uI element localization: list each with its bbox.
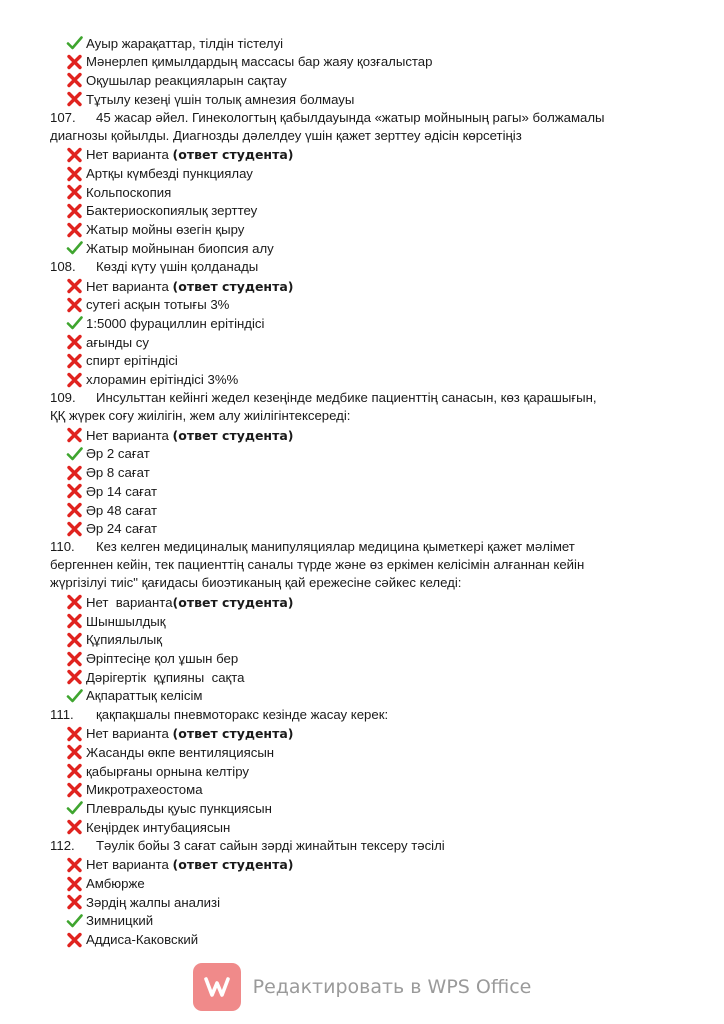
answer-text: Әр 14 сағат <box>86 483 158 499</box>
answer-option <box>66 930 198 950</box>
cross-icon <box>66 465 83 481</box>
answer-option <box>66 370 238 390</box>
answer-text: Нет варианта <box>86 278 173 294</box>
check-icon <box>66 240 83 256</box>
check-icon <box>66 688 83 704</box>
answer-option <box>66 164 253 184</box>
question-number: 111. <box>50 706 74 722</box>
answer-option <box>66 500 157 520</box>
answer-text: Жасанды өкпе вентиляциясын <box>86 744 275 760</box>
wps-edit-banner[interactable] <box>0 950 724 1024</box>
answer-option <box>66 798 272 818</box>
answer-option <box>66 649 238 669</box>
answer-option <box>66 444 150 464</box>
answer-option <box>66 89 354 109</box>
answer-text: Оқушылар реакцияларын сақтау <box>86 72 287 88</box>
answer-text: Нет варианта <box>86 594 173 610</box>
question-text: ҚҚ жүрек соғу жиілігін, жем алу жиілігінтексереді: <box>50 408 351 424</box>
answer-text: Тұтылу кезеңі үшін толық амнезия болмауы <box>86 91 355 107</box>
answer-text: Жатыр мойнынан биопсия алу <box>86 240 274 256</box>
check-icon <box>66 913 83 929</box>
cross-icon <box>66 483 83 499</box>
cross-icon <box>66 427 83 443</box>
question-text: Көзді күту үшін қолданады <box>96 259 259 274</box>
question-text: жүргізілуі тиіс" қағидасы биоэтиканың қай ережесіне сәйкес келеді: <box>50 575 462 591</box>
answer-option <box>66 780 203 800</box>
answer-option <box>66 481 157 501</box>
answer-text: Аддиса-Каковский <box>86 932 199 948</box>
student-answer-note: (ответ студента) <box>172 427 294 443</box>
wps-edit-label: Редактировать в WPS Office <box>252 976 532 998</box>
student-answer-note: (ответ студента) <box>172 147 294 163</box>
cross-icon <box>66 147 83 163</box>
answer-option <box>66 611 166 631</box>
question-number: 110. <box>50 539 75 555</box>
cross-icon <box>66 782 83 798</box>
answer-text: Кольпоскопия <box>86 184 172 200</box>
wps-logo-icon <box>193 963 241 1011</box>
answer-text: Амбюрже <box>86 876 145 891</box>
cross-icon <box>66 876 83 892</box>
question-text: Инсульттан кейінгі жедел кезеңінде медбике пациенттің санасын, көз қарашығын, <box>96 390 597 406</box>
question <box>50 837 670 855</box>
cross-icon <box>66 353 83 369</box>
answer-text: Шыншылдық <box>86 613 166 629</box>
answer-option <box>66 425 293 445</box>
answer-text: спирт ерітіндісі <box>86 353 178 369</box>
answer-option <box>66 892 220 912</box>
answer-text: Әр 8 сағат <box>86 465 150 481</box>
answer-text: 1:5000 фурациллин ерітіндісі <box>86 315 265 331</box>
cross-icon <box>66 632 83 648</box>
answer-text: Жатыр мойны өзегін қыру <box>86 222 245 238</box>
cross-icon <box>66 278 83 294</box>
question-number: 108. <box>50 259 76 274</box>
answer-text: Дәрігертік құпияны сақта <box>86 669 245 685</box>
answer-text: Ақпараттық келісім <box>86 688 203 704</box>
answer-text: Микротрахеостома <box>86 782 203 798</box>
answer-option <box>66 145 293 165</box>
cross-icon <box>66 594 83 610</box>
question-number: 107. <box>50 109 76 125</box>
cross-icon <box>66 819 83 835</box>
question <box>50 538 670 592</box>
answer-option <box>66 276 293 296</box>
answer-text: Әр 48 сағат <box>86 502 158 518</box>
answer-text: Мәнерлеп қимылдардың массасы бар жаяу қозғалыстар <box>86 54 433 70</box>
answer-option <box>66 33 283 53</box>
cross-icon <box>66 502 83 518</box>
question-text: Тәулік бойы 3 сағат сайын зәрді жинайтын тексеру тәсілі <box>96 837 445 853</box>
answer-option <box>66 313 264 333</box>
answer-option <box>66 332 149 352</box>
answer-text: Ауыр жарақаттар, тілдін тістелуі <box>86 35 284 51</box>
question-number: 109. <box>50 390 76 406</box>
cross-icon <box>66 894 83 910</box>
answer-text: Нет варианта <box>86 726 173 742</box>
answer-option <box>66 519 157 539</box>
question <box>50 109 670 145</box>
question-text: 45 жасар әйел. Гинекологтың қабылдауында «жатыр мойнының рагы» болжамалы <box>96 109 605 125</box>
question-text: қақпақшалы пневмоторакс кезінде жасау керек: <box>96 706 389 722</box>
answer-option <box>66 52 432 72</box>
check-icon <box>66 446 83 462</box>
question-text: бергеннен кейін, тек пациенттің саналы түрде және өз еркімен келісімін алғаннан кейін <box>50 557 585 573</box>
answer-text: Нет варианта <box>86 427 173 443</box>
cross-icon <box>66 203 83 219</box>
check-icon <box>66 800 83 816</box>
answer-option <box>66 911 153 931</box>
cross-icon <box>66 372 83 388</box>
answer-option <box>66 742 274 762</box>
answer-option <box>66 817 230 837</box>
answer-text: Бактериоскопиялық зерттеу <box>86 203 258 219</box>
answer-text: Әр 2 сағат <box>86 446 150 462</box>
answer-option <box>66 761 249 781</box>
answer-option <box>66 463 150 483</box>
answer-option <box>66 70 287 90</box>
answer-text: Құпиялылық <box>86 632 163 648</box>
answer-option <box>66 220 244 240</box>
question <box>50 706 670 724</box>
student-answer-note: (ответ студента) <box>172 278 294 294</box>
answer-text: ағынды су <box>86 334 149 350</box>
student-answer-note: (ответ студента) <box>172 726 294 742</box>
cross-icon <box>66 744 83 760</box>
cross-icon <box>66 669 83 685</box>
question-number: 112. <box>50 837 75 853</box>
answer-text: Нет варианта <box>86 857 173 873</box>
answer-text: хлорамин ерітіндісі 3%% <box>86 372 239 387</box>
answer-option <box>66 295 229 315</box>
question-text: диагнозы қойылды. Диагнозды дәлелдеу үшін қажет зерттеу әдісін көрсетіңіз <box>50 127 522 143</box>
answer-text: Артқы күмбезді пункциялау <box>86 166 253 181</box>
cross-icon <box>66 184 83 200</box>
cross-icon <box>66 932 83 948</box>
answer-option <box>66 351 178 371</box>
answer-text: Зимницкий <box>86 913 154 929</box>
check-icon <box>66 315 83 331</box>
question-text: Кез келген медициналық манипуляциялар медицина қыметкері қажет мәлімет <box>96 539 575 555</box>
check-icon <box>66 35 83 51</box>
answer-text: сутегі асқын тотығы 3% <box>86 297 230 313</box>
answer-option <box>66 686 202 706</box>
cross-icon <box>66 297 83 313</box>
cross-icon <box>66 72 83 88</box>
question <box>50 258 670 276</box>
answer-text: Кеңірдек интубациясын <box>86 819 231 835</box>
answer-option <box>66 592 293 612</box>
cross-icon <box>66 222 83 238</box>
student-answer-note: (ответ студента) <box>172 857 294 873</box>
question <box>50 389 670 425</box>
cross-icon <box>66 763 83 779</box>
student-answer-note: (ответ студента) <box>172 594 294 610</box>
cross-icon <box>66 726 83 742</box>
answer-text: Әр 24 сағат <box>86 521 158 537</box>
answer-option <box>66 667 245 687</box>
cross-icon <box>66 91 83 107</box>
answer-option <box>66 630 162 650</box>
cross-icon <box>66 166 83 182</box>
answer-text: қабырғаны орнына келтіру <box>86 763 250 779</box>
cross-icon <box>66 54 83 70</box>
answer-text: Плевральды қуыс пункциясын <box>86 800 272 816</box>
answer-option <box>66 855 293 875</box>
cross-icon <box>66 651 83 667</box>
answer-option <box>66 874 145 894</box>
cross-icon <box>66 857 83 873</box>
answer-option <box>66 724 293 744</box>
answer-option <box>66 201 257 221</box>
answer-text: Нет варианта <box>86 147 173 163</box>
cross-icon <box>66 613 83 629</box>
answer-option <box>66 182 171 202</box>
cross-icon <box>66 334 83 350</box>
cross-icon <box>66 521 83 537</box>
answer-option <box>66 238 274 258</box>
answer-text: Әріптесіңе қол ұшын бер <box>86 651 239 666</box>
answer-text: Зәрдің жалпы анализі <box>86 894 221 910</box>
